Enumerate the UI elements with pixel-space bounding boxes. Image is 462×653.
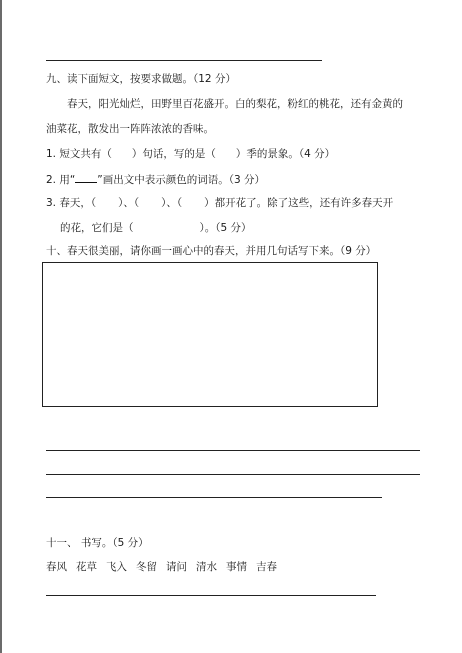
q3-line2-text-a: 的花，它们是（ bbox=[60, 222, 134, 234]
question-2 bbox=[46, 172, 265, 187]
writing-line-4[interactable] bbox=[46, 595, 376, 596]
word-4: 冬留 bbox=[136, 561, 157, 573]
q3-text-b: ）、（ bbox=[118, 197, 140, 209]
section10-heading: 十、春天很美丽，请你画一画心中的春天，并用几句话写下来。（9 分） bbox=[46, 245, 377, 257]
drawing-box[interactable] bbox=[42, 262, 378, 407]
q3-text-a: 3. 春天，（ bbox=[46, 197, 97, 209]
q2-underline-mark bbox=[75, 172, 97, 183]
question-3 bbox=[46, 196, 393, 210]
q1-text-a: 1. 短文共有（ bbox=[46, 148, 112, 160]
word-6: 清水 bbox=[196, 561, 217, 573]
writing-line-3[interactable] bbox=[46, 497, 382, 498]
q3-line2-text-b: ）。（5 分） bbox=[199, 222, 252, 234]
word-list bbox=[46, 560, 286, 574]
q2-text-b: ”画出文中表示颜色的词语。（3 分） bbox=[97, 174, 266, 186]
word-2: 花草 bbox=[76, 561, 97, 573]
top-writing-line bbox=[46, 60, 322, 61]
question-3-line-2 bbox=[60, 221, 252, 235]
writing-line-1[interactable] bbox=[46, 450, 420, 451]
word-5: 请问 bbox=[166, 561, 187, 573]
q3-text-c: ）、（ bbox=[161, 197, 183, 209]
q2-text-a: 2. 用“ bbox=[46, 174, 76, 186]
q1-text-b: ）句话，写的是（ bbox=[131, 148, 216, 160]
word-1: 春风 bbox=[46, 561, 67, 573]
section11-heading: 十一、 书写。（5 分） bbox=[46, 537, 149, 549]
word-8: 吉春 bbox=[256, 561, 277, 573]
writing-line-2[interactable] bbox=[46, 474, 420, 475]
passage-line-1: 春天，阳光灿烂，田野里百花盛开。白的梨花，粉红的桃花，还有金黄的 bbox=[67, 98, 403, 110]
question-1 bbox=[46, 147, 335, 161]
section9-heading: 九、读下面短文，按要求做题。（12 分） bbox=[46, 73, 236, 85]
page-left-border bbox=[0, 0, 2, 653]
q3-text-d: ）都开花了。除了这些，还有许多春天开 bbox=[204, 197, 394, 209]
q1-text-c: ）季的景象。（4 分） bbox=[235, 148, 336, 160]
word-7: 事情 bbox=[226, 561, 247, 573]
passage-line-2: 油菜花，散发出一阵阵浓浓的香味。 bbox=[46, 123, 214, 135]
word-3: 飞入 bbox=[106, 561, 127, 573]
